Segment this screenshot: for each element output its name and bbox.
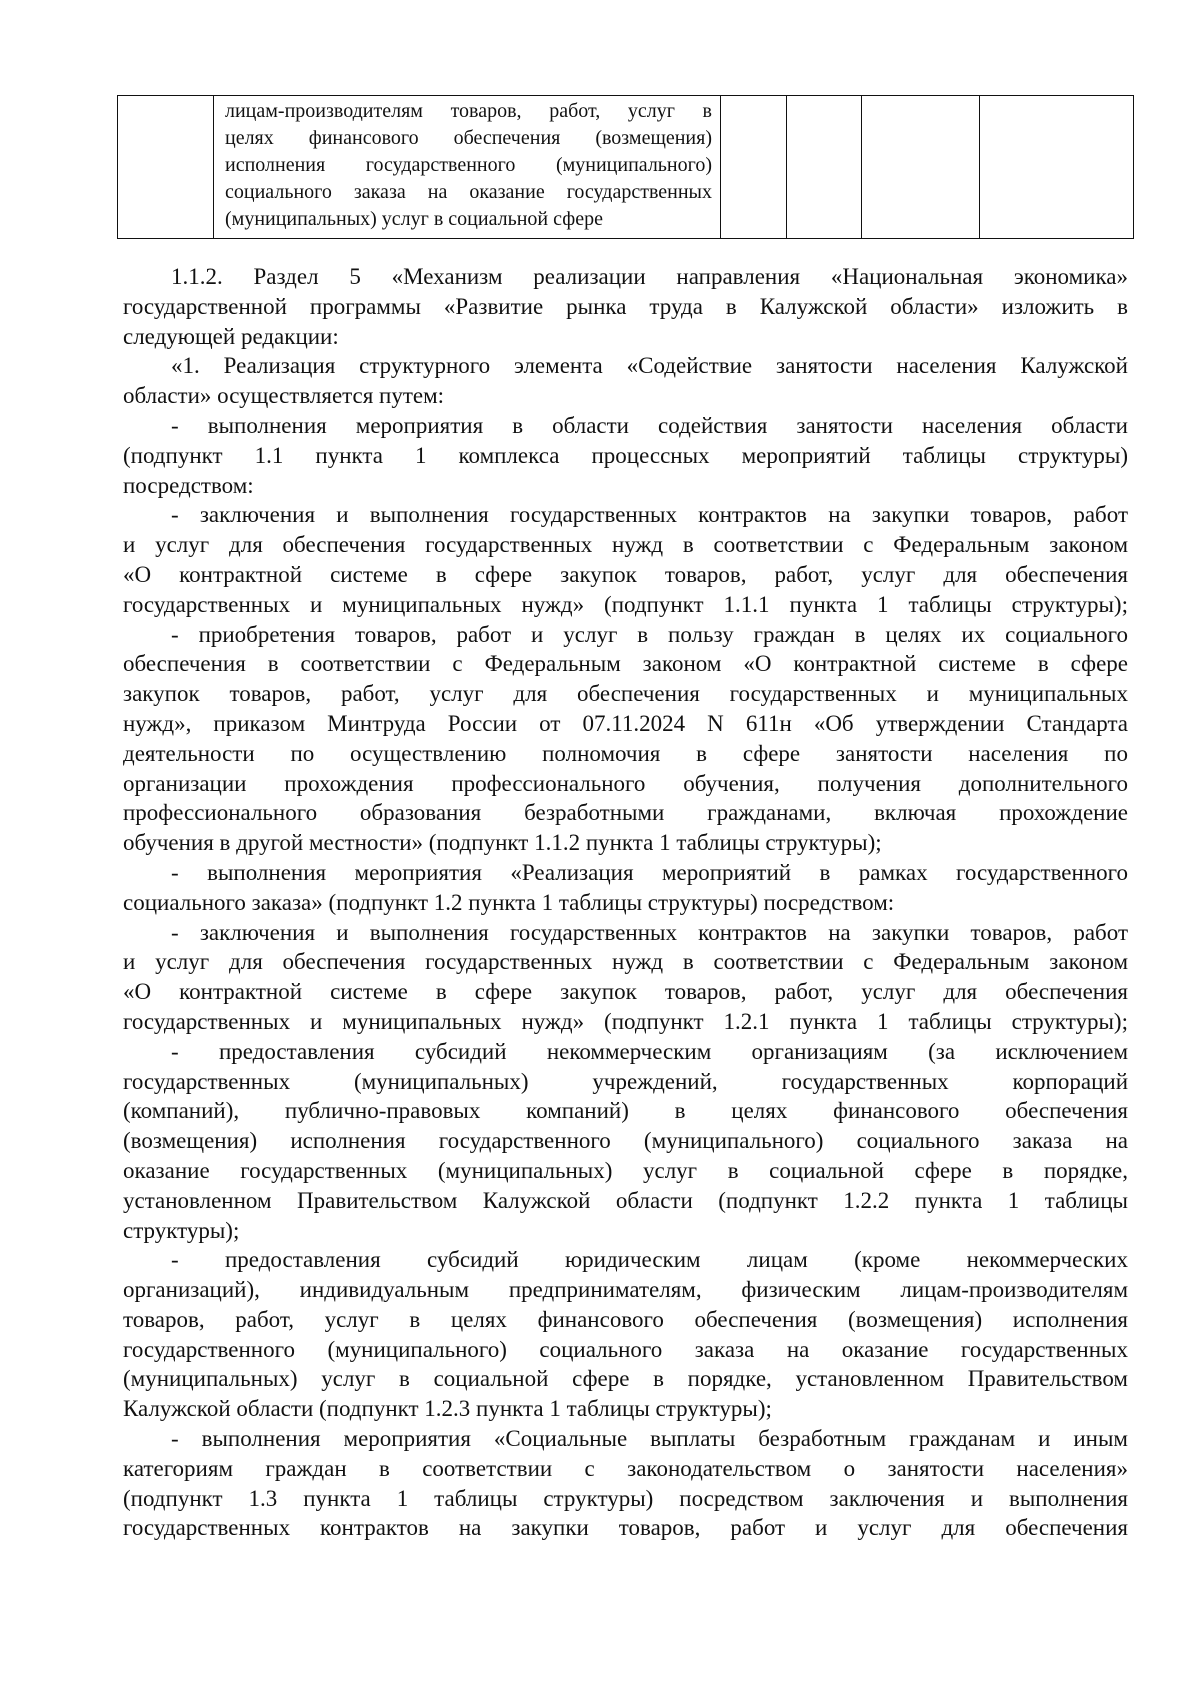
text-line: установленном Правительством Калужской области (подпункт 1.2.2 пункта 1 таблицы — [123, 1187, 1128, 1213]
text-line: организаций), индивидуальным предпринимателям, физическим лицам-производителям — [123, 1277, 1128, 1303]
table-cell-empty — [721, 96, 787, 239]
text-line: следующей редакции: — [123, 323, 339, 349]
text-line: нужд», приказом Минтруда России от 07.11.2024 N 611н «Об утверждении Стандарта — [123, 710, 1128, 736]
table-cell-line: лицам-производителям товаров, работ, услуг в — [225, 100, 712, 122]
text-line: (муниципальных) услуг в социальной сфере в порядке, установленном Правительством — [123, 1366, 1128, 1392]
text-line: и услуг для обеспечения государственных нужд в соответствии с Федеральным законом — [123, 532, 1128, 558]
text-line: государственных (муниципальных) учреждений, государственных корпораций — [123, 1068, 1128, 1094]
text-line: обеспечения в соответствии с Федеральным законом «О контрактной системе в сфере — [123, 651, 1128, 677]
text-line: - выполнения мероприятия «Реализация мероприятий в рамках государственного — [171, 859, 1128, 885]
table-cell-line: социального заказа на оказание государственных — [225, 181, 712, 203]
text-line: «О контрактной системе в сфере закупок товаров, работ, услуг для обеспечения — [123, 979, 1128, 1005]
text-line: категориям граждан в соответствии с законодательством о занятости населения» — [123, 1455, 1128, 1481]
table-cell-number — [118, 96, 214, 239]
text-line: (компаний), публично-правовых компаний) в целях финансового обеспечения — [123, 1098, 1128, 1124]
text-line: обучения в другой местности» (подпункт 1.1.2 пункта 1 таблицы структуры); — [123, 830, 882, 856]
text-line: товаров, работ, услуг в целях финансового обеспечения (возмещения) исполнения — [123, 1306, 1128, 1332]
table-cell-empty — [862, 96, 980, 239]
text-line: закупок товаров, работ, услуг для обеспечения государственных и муниципальных — [123, 681, 1128, 707]
document-body-text — [123, 262, 1128, 1543]
table-cell-description — [214, 96, 721, 239]
text-line: государственного (муниципального) социального заказа на оказание государственных — [123, 1336, 1128, 1362]
text-line: профессионального образования безработными гражданами, включая прохождение — [123, 800, 1128, 826]
text-line: «1. Реализация структурного элемента «Содействие занятости населения Калужской — [171, 353, 1128, 379]
table-cell-text — [214, 96, 720, 238]
text-line: государственных контрактов на закупки товаров, работ и услуг для обеспечения — [123, 1515, 1128, 1541]
text-line: (подпункт 1.3 пункта 1 таблицы структуры) посредством заключения и выполнения — [123, 1485, 1128, 1511]
text-line: оказание государственных (муниципальных) услуг в социальной сфере в порядке, — [123, 1157, 1128, 1183]
table-cell-line: исполнения государственного (муниципального) — [225, 154, 712, 176]
text-line: - заключения и выполнения государственных контрактов на закупки товаров, работ — [171, 502, 1128, 528]
table-cell-empty — [980, 96, 1134, 239]
text-line: - приобретения товаров, работ и услуг в пользу граждан в целях их социального — [171, 621, 1128, 647]
text-line: - заключения и выполнения государственных контрактов на закупки товаров, работ — [171, 919, 1128, 945]
text-line: (подпункт 1.1 пункта 1 комплекса процессных мероприятий таблицы структуры) — [123, 442, 1128, 468]
table-row — [118, 96, 1134, 239]
text-line: - предоставления субсидий некоммерческим организациям (за исключением — [171, 1038, 1128, 1064]
text-line: государственной программы «Развитие рынка труда в Калужской области» изложить в — [123, 293, 1128, 319]
text-line: (возмещения) исполнения государственного (муниципального) социального заказа на — [123, 1128, 1128, 1154]
text-line: государственных и муниципальных нужд» (подпункт 1.2.1 пункта 1 таблицы структуры); — [123, 1008, 1128, 1034]
continuation-table — [117, 95, 1134, 239]
text-line: организации прохождения профессионального обучения, получения дополнительного — [123, 770, 1128, 796]
text-line: деятельности по осуществлению полномочия в сфере занятости населения по — [123, 740, 1128, 766]
text-line: - выполнения мероприятия «Социальные выплаты безработным гражданам и иным — [171, 1426, 1128, 1452]
text-line: социального заказа» (подпункт 1.2 пункта 1 таблицы структуры) посредством: — [123, 889, 895, 915]
text-line: Калужской области (подпункт 1.2.3 пункта 1 таблицы структуры); — [123, 1396, 772, 1422]
text-line: посредством: — [123, 472, 254, 498]
text-line: и услуг для обеспечения государственных нужд в соответствии с Федеральным законом — [123, 949, 1128, 975]
table-cell-empty — [787, 96, 862, 239]
text-line: области» осуществляется путем: — [123, 383, 445, 409]
text-line: «О контрактной системе в сфере закупок товаров, работ, услуг для обеспечения — [123, 561, 1128, 587]
text-line: - выполнения мероприятия в области содействия занятости населения области — [171, 412, 1128, 438]
table-cell-line: (муниципальных) услуг в социальной сфере — [225, 208, 603, 230]
text-line: - предоставления субсидий юридическим лицам (кроме некоммерческих — [171, 1247, 1128, 1273]
text-line: государственных и муниципальных нужд» (подпункт 1.1.1 пункта 1 таблицы структуры); — [123, 591, 1128, 617]
text-line: структуры); — [123, 1217, 240, 1243]
text-line: 1.1.2. Раздел 5 «Механизм реализации направления «Национальная экономика» — [171, 264, 1128, 289]
table-cell-line: целях финансового обеспечения (возмещения) — [225, 127, 712, 149]
